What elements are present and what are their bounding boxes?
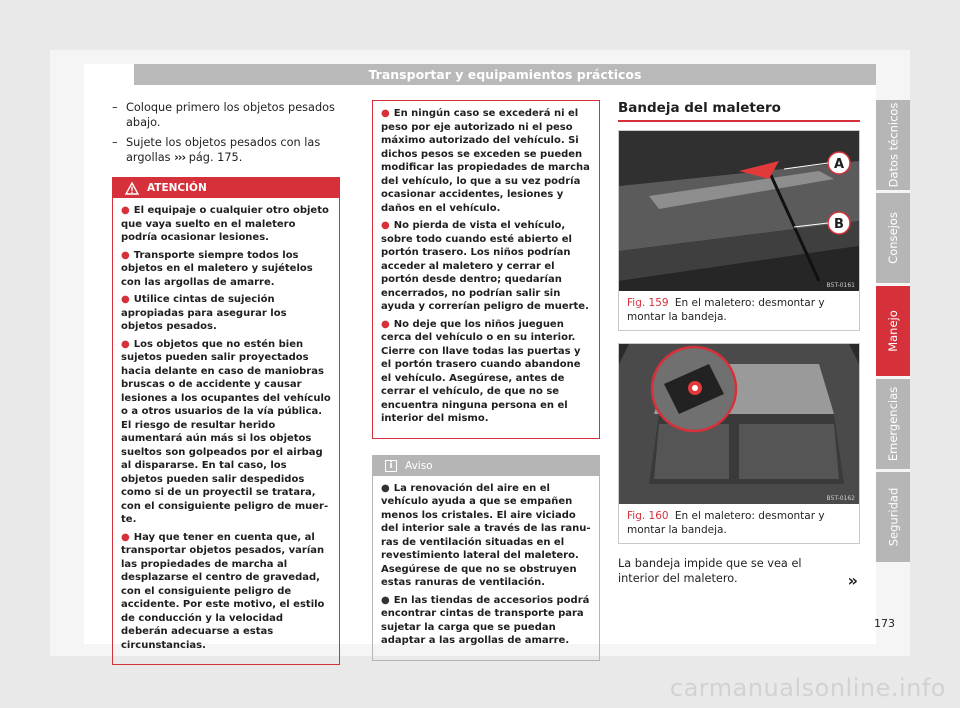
bullet-icon: ●	[121, 294, 130, 305]
figure-160	[618, 343, 860, 544]
instruction-list	[112, 100, 340, 165]
warning-item-text: Hay que tener en cuenta que, al transportar objetos pesados, varían las propiedades de marcha al desplazarse el centro de gravedad, con el consiguiente peligro de accidente. Por este motivo, el estilo de conducción y la velocidad deberán adecuarse a estas circunstancias.	[121, 531, 325, 651]
column-right	[618, 100, 860, 590]
warning-item-text: Utilice cintas de sujeción apropiadas para asegurar los objetos pesados.	[121, 294, 287, 332]
warning-body	[113, 198, 339, 664]
tab-emergencias[interactable]	[876, 379, 910, 469]
note-header	[373, 456, 599, 476]
warning-header	[113, 178, 339, 198]
figure-caption	[619, 291, 859, 330]
warning-item	[121, 249, 331, 290]
bullet-icon: ●	[381, 318, 390, 330]
list-item	[112, 135, 340, 165]
figure-caption-text: En el maletero: desmontar y montar la bandeja.	[627, 296, 825, 323]
bullet-icon: ●	[381, 108, 390, 119]
warning-item-text: No pierda de vista el vehículo, sobre todo cuando esté abierto el portón trasero. Los niños podrían acceder al maletero y cerrar el portón desde dentro; quedarían encerrados, no podrían salir sin ayuda y correrían peligro de muerte.	[381, 220, 589, 312]
tab-seguridad[interactable]	[876, 472, 910, 562]
page-header: Transportar y equipamientos prácticos	[134, 64, 876, 85]
figure-caption-text: En el maletero: desmontar y montar la bandeja.	[627, 509, 825, 536]
bullet-icon: ●	[121, 531, 130, 543]
warning-title: ATENCIÓN	[147, 182, 207, 194]
warning-triangle-icon	[125, 182, 139, 195]
warning-item	[381, 219, 591, 314]
body-paragraph	[618, 556, 860, 590]
warning-item	[121, 531, 331, 653]
note-item-text: La renovación del aire en el vehículo ayuda a que se empañen menos los cristales. El aire viciado del interior sale a través de las ranuras de ventilación situadas en el revestimiento lateral del maletero. Asegúrese de que no se obstruyen estas ranuras de ventilación.	[381, 482, 591, 588]
note-item	[381, 482, 591, 590]
tab-label: Emergencias	[886, 386, 901, 462]
figure-label-b: B	[834, 216, 844, 232]
tab-manejo[interactable]	[876, 286, 910, 376]
warning-item-text: El equipaje o cualquier otro objeto que vaya suelto en el maletero podría ocasionar lesiones.	[121, 205, 329, 243]
bullet-icon: ●	[121, 338, 130, 350]
tab-label: Manejo	[886, 310, 901, 352]
watermark: carmanualsonline.info	[669, 674, 946, 702]
warning-body	[373, 101, 599, 438]
warning-item-text: Los objetos que no estén bien sujetos pueden salir proyectados hacia delante en caso de maniobras bruscas o de accidente y causar lesiones a los ocupantes del vehículo o a otros usuarios de la vía pública. El riesgo de resultar herido aumentará aún más si los objetos sueltos son golpeados por el airbag al dispararse. En tal caso, los objetos pueden salir despedidos como si de un proyectil se tratara, con el consiguiente peligro de muerte.	[121, 338, 331, 525]
warning-box-continued	[372, 100, 600, 439]
note-item	[381, 594, 591, 648]
page-content	[84, 64, 876, 651]
bullet-icon: ●	[121, 205, 130, 216]
tab-label: Datos técnicos	[886, 102, 900, 188]
page-reference-link[interactable]: pág. 175.	[188, 151, 243, 164]
warning-item-text: No deje que los niños jueguen cerca del vehículo o en su interior. Cierre con llave todas las puertas y el portón trasero cuando abandone el vehículo. Asegúrese, antes de cerrar el vehículo, de que no se encuentra ninguna persona en el interior del mismo.	[381, 318, 581, 424]
bullet-icon: ●	[381, 482, 390, 494]
page-number: 173	[874, 617, 895, 630]
section-title: Bandeja del maletero	[618, 100, 781, 116]
note-body	[373, 476, 599, 660]
note-box	[372, 455, 600, 661]
warning-item	[121, 204, 331, 245]
figure-code: B5T-0162	[826, 494, 855, 502]
list-item-text: Coloque primero los objetos pesados abajo.	[126, 101, 335, 129]
tab-label: Seguridad	[886, 487, 901, 547]
trunk-interior-photo	[619, 344, 859, 504]
warning-item	[121, 293, 331, 334]
chapter-tabs	[876, 100, 910, 565]
warning-item-text: En ningún caso se excederá ni el peso por eje autorizado ni el peso máximo autorizado del vehículo. Si dichos pesos se exceden se pueden modificar las propiedades de marcha del vehículo, lo que a su vez podría ocasionar accidentes, lesiones y daños en el vehículo.	[381, 108, 590, 214]
list-item	[112, 100, 340, 130]
body-text: La bandeja impide que se vea el interior del maletero.	[618, 556, 802, 585]
figure-number: Fig. 159	[627, 296, 669, 309]
tab-datos-tecnicos[interactable]	[876, 100, 910, 190]
continue-arrow-icon: »	[847, 570, 858, 590]
figure-caption	[619, 504, 859, 543]
note-item-text: En las tiendas de accesorios podrá encontrar cintas de transporte para sujetar la carga que se puedan adaptar a las argollas de amarre.	[381, 594, 590, 646]
figure-code: B5T-0161	[826, 281, 855, 289]
title-underline	[618, 120, 860, 122]
bullet-icon: ●	[121, 249, 130, 261]
warning-item	[121, 338, 331, 527]
figure-159	[618, 130, 860, 331]
tab-consejos[interactable]	[876, 193, 910, 283]
info-icon: i	[385, 460, 397, 472]
page-ref-arrow-icon: ›››	[174, 151, 186, 164]
warning-item-text: Transporte siempre todos los objetos en el maletero y sujételos con las argollas de amarre.	[121, 249, 313, 288]
figure-number: Fig. 160	[627, 509, 669, 522]
warning-item	[381, 318, 591, 426]
note-title: Aviso	[405, 459, 433, 472]
bullet-icon: ●	[381, 220, 390, 231]
tab-label: Consejos	[886, 212, 900, 264]
column-left	[112, 100, 340, 665]
list-item-text: Sujete los objetos pesados con las argollas	[126, 136, 321, 164]
trunk-shelf-photo	[619, 131, 859, 291]
page	[50, 50, 910, 656]
bullet-icon: ●	[381, 594, 390, 606]
warning-box	[112, 177, 340, 665]
column-middle	[372, 100, 600, 661]
warning-item	[381, 107, 591, 215]
figure-label-a: A	[833, 156, 845, 172]
